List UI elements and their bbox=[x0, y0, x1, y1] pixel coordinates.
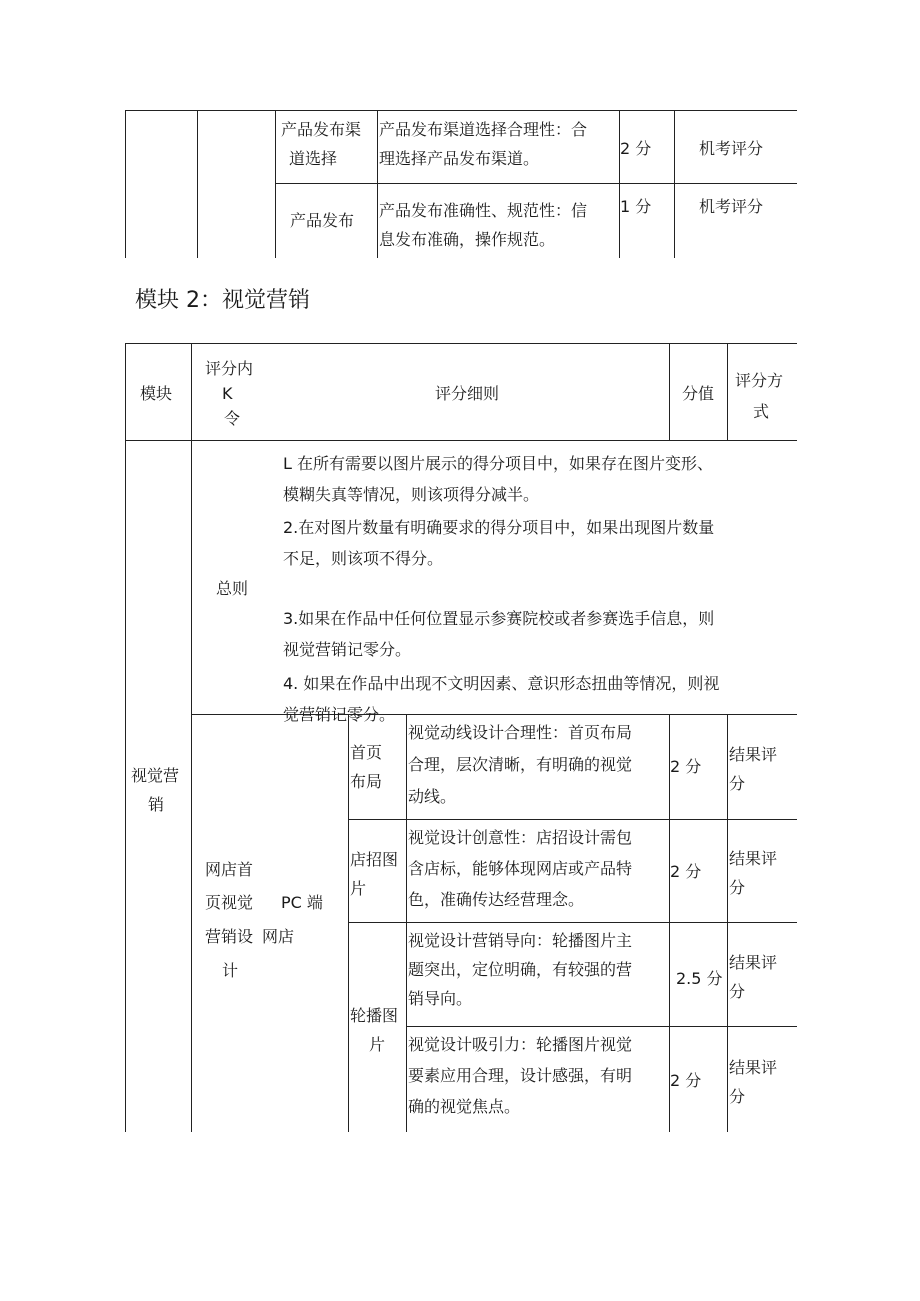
scoring-method: 结果评 bbox=[729, 849, 778, 868]
scoring-method: 机考评分 bbox=[699, 139, 764, 158]
scoring-method: 结果评 bbox=[729, 745, 778, 764]
rule-line: 视觉营销记零分。 bbox=[283, 640, 412, 659]
rule-line: 2.在对图片数量有明确要求的得分项目中，如果出现图片数量 bbox=[283, 518, 715, 537]
rule-line: L 在所有需要以图片展示的得分项目中，如果存在图片变形、 bbox=[283, 454, 714, 473]
rule-detail: 确的视觉焦点。 bbox=[408, 1097, 521, 1116]
platform-label: PC 端 bbox=[281, 893, 323, 912]
item-name: 布局 bbox=[350, 772, 383, 791]
list-item bbox=[283, 448, 713, 510]
rule-detail: 销导向。 bbox=[408, 989, 473, 1008]
scoring-method: 分 bbox=[729, 774, 746, 793]
scoring-method: 结果评 bbox=[729, 1058, 778, 1077]
header-module: 模块 bbox=[140, 384, 173, 403]
module-heading: 模块 2：视觉营销 bbox=[135, 288, 310, 313]
rule-detail: 色，准确传达经营理念。 bbox=[408, 890, 585, 909]
header-method: 评分方 bbox=[735, 371, 784, 390]
header-method: 式 bbox=[753, 402, 770, 421]
rule-detail: 产品发布渠道选择合理性：合 bbox=[379, 120, 588, 139]
rule-line: 4. 如果在作品中出现不文明因素、意识形态扭曲等情况，则视 bbox=[283, 674, 720, 693]
rule-line: 模糊失真等情况，则该项得分减半。 bbox=[283, 485, 540, 504]
item-name: 片 bbox=[350, 879, 367, 898]
score-value: 2 分 bbox=[670, 1071, 702, 1090]
rule-line: 3.如果在作品中任何位置显示参赛院校或者参赛选手信息，则 bbox=[283, 609, 715, 628]
score-value: 1 分 bbox=[620, 197, 652, 216]
header-content: 令 bbox=[224, 409, 241, 428]
score-value: 2 分 bbox=[620, 139, 652, 158]
rule-detail: 视觉设计创意性：店招设计需包 bbox=[408, 828, 633, 847]
content-line: 营销设 bbox=[205, 927, 254, 946]
item-name: 产品发布渠 bbox=[281, 120, 362, 139]
item-name: 片 bbox=[369, 1035, 386, 1054]
rule-detail: 动线。 bbox=[408, 787, 457, 806]
rule-detail: 要素应用合理，设计感强，有明 bbox=[408, 1066, 633, 1085]
header-content: 评分内 bbox=[205, 359, 254, 378]
general-label: 总则 bbox=[216, 579, 249, 598]
header-content: K bbox=[222, 384, 233, 403]
rule-detail: 视觉动线设计合理性：首页布局 bbox=[408, 723, 633, 742]
rule-line: 不足，则该项不得分。 bbox=[283, 549, 444, 568]
list-item bbox=[283, 512, 714, 574]
platform-label: 网店 bbox=[262, 927, 295, 946]
score-value: 2.5 分 bbox=[676, 969, 723, 988]
module-name: 销 bbox=[148, 795, 165, 814]
table-row bbox=[0, 184, 920, 258]
general-rules-body bbox=[280, 441, 796, 724]
rule-detail: 息发布准确，操作规范。 bbox=[379, 230, 556, 249]
item-name: 轮播图 bbox=[350, 1006, 399, 1025]
item-name: 首页 bbox=[350, 743, 383, 762]
content-line: 计 bbox=[222, 961, 239, 980]
scoring-method: 分 bbox=[729, 982, 746, 1001]
scoring-method: 机考评分 bbox=[699, 197, 764, 216]
scoring-method: 分 bbox=[729, 1087, 746, 1106]
score-value: 2 分 bbox=[670, 862, 702, 881]
module-name: 视觉营 bbox=[131, 766, 180, 785]
rule-detail: 含店标，能够体现网店或产品特 bbox=[408, 859, 633, 878]
list-item bbox=[283, 603, 714, 665]
content-line: 页视觉 bbox=[205, 893, 254, 912]
scoring-method: 分 bbox=[729, 878, 746, 897]
rule-detail: 视觉设计吸引力：轮播图片视觉 bbox=[408, 1035, 633, 1054]
item-name: 道选择 bbox=[289, 149, 338, 168]
header-score: 分值 bbox=[682, 384, 715, 403]
rule-detail: 题突出，定位明确，有较强的营 bbox=[408, 960, 633, 979]
rule-detail: 合理，层次清晰，有明确的视觉 bbox=[408, 755, 633, 774]
scoring-method: 结果评 bbox=[729, 953, 778, 972]
rule-detail: 理选择产品发布渠道。 bbox=[379, 149, 540, 168]
rule-detail: 视觉设计营销导向：轮播图片主 bbox=[408, 931, 633, 950]
item-name: 店招图 bbox=[350, 850, 399, 869]
content-line: 网店首 bbox=[205, 860, 254, 879]
item-name: 产品发布 bbox=[290, 211, 355, 230]
rule-line: 觉营销记零分。 bbox=[283, 705, 396, 724]
rule-detail: 产品发布准确性、规范性：信 bbox=[379, 201, 588, 220]
header-detail: 评分细则 bbox=[435, 384, 500, 403]
score-value: 2 分 bbox=[670, 757, 702, 776]
